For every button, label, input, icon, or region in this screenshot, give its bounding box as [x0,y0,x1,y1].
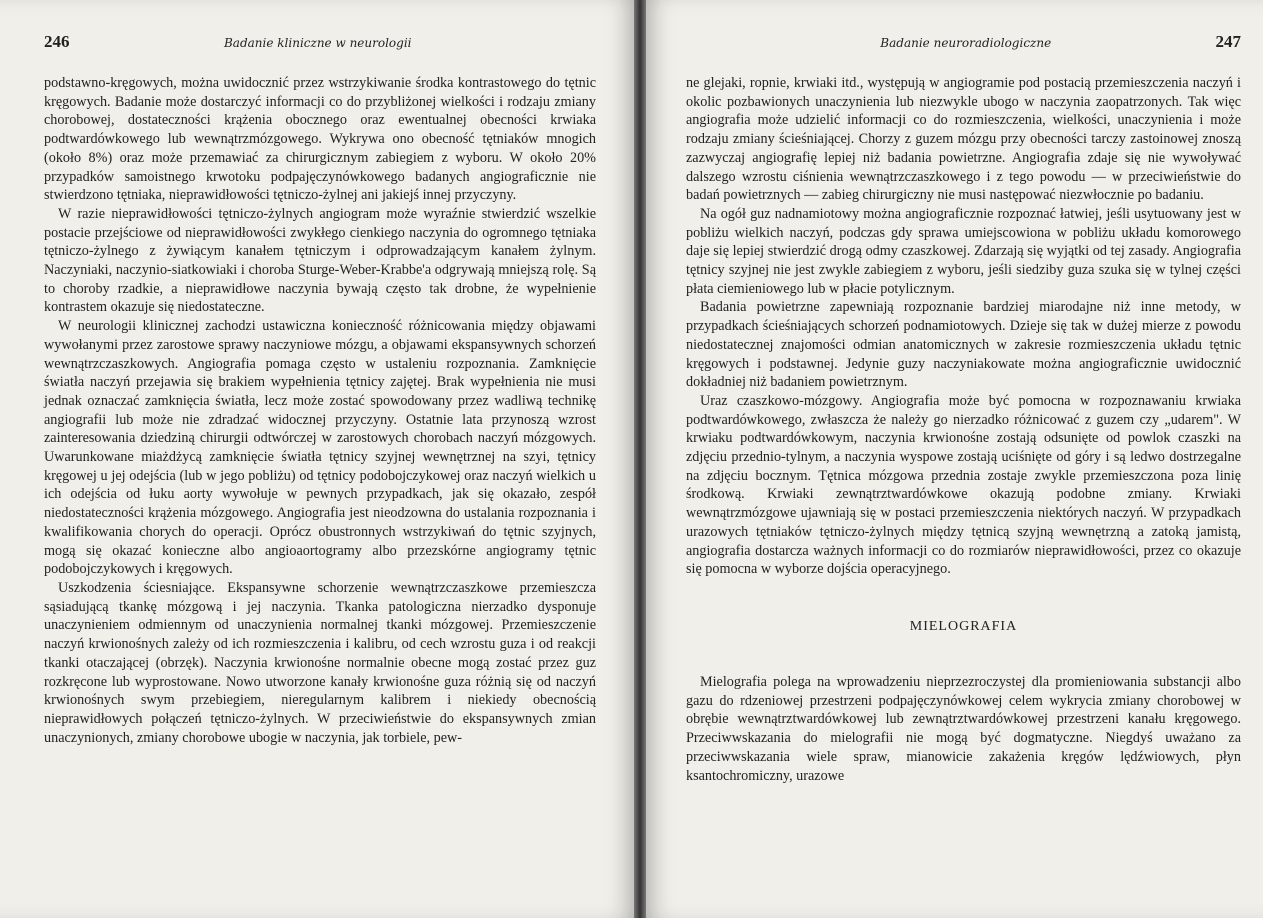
left-running-title: Badanie kliniczne w neurologii [223,36,412,50]
paragraph: Uraz czaszkowo-mózgowy. Angiografia może być pomocna w rozpoznawaniu krwiaka podtwardówkowego, zwłaszcza że należy go nierzadko różnicować z guzem czy „udarem". W krwiaku podtwardówkowym, naczynia krwionośne zostają odsunięte od powlok czaszki na zdjęciu przednio-tylnym, a naczynia wyspowe zostają uciśnięte od góry i są ledwo dostrzegalne na zdjęciu bocznym. Tętnica mózgowa przednia zostaje zwykle przemieszczona poza linię środkową. Krwiaki zewnątrztwardówkowe okazują podobne zmiany. Krwiaki wewnątrzmózgowe ujawniają się w postaci przemieszczenia niektórych naczyń. W przypadkach urazowych tętniaków tętniczo-żylnych między tętnicą szyjną wewnętrzną a zatoką jamistą, angiografia dostarcza ważnych informacji co do rozmiarów nieprawidłowości, przez co okazuje się pomocna w wyborze dojścia operacyjnego. [686,392,1241,578]
left-body-text [44,74,596,747]
paragraph: W neurologii klinicznej zachodzi ustawiczna konieczność różnicowania między objawami wywołanymi przez zarostowe sprawy naczyniowe mózgu, a objawami ekspansywnych schorzeń wewnątrzczaszkowych. Angiografia pomaga często w ustaleniu rozpoznania. Zamknięcie światła naczyń przejawia się brakiem wypełnienia tętnicy zajętej. Brak wypełnienia nie musi jednak oznaczać zamknięcia światła, lecz może zostać spowodowany przez wadliwą technikę angiografii lub może nie zdradzać widocznej przyczyny. Ostatnie lata przynoszą wzrost zainteresowania dziedziną chirurgii odtwórczej w zarostowych chorobach naczyń mózgowych. Uwarunkowane miażdżycą zamknięcie światła tętnicy szyjnej wewnętrznej na szyi, tętnicy kręgowej u jej odejścia (lub w jego pobliżu) od tętnicy podobojczykowej oraz naczyń wielkich u ich odejścia od łuku aorty wywołuje w pewnych przypadkach, jak się okazało, zespół niedostateczności krążenia mózgowego. Angiografia jest nieodzowna do ustalania rozpoznania i kwalifikowania chorych do operacji. Oprócz obustronnych wstrzykiwań do tętnic szyjnych, mogą się okazać konieczne albo angioaortogramy albo przezskórne angiogramy tętnic podobojczykowych i kręgowych. [44,318,596,578]
paragraph: Na ogół guz nadnamiotowy można angiograficznie rozpoznać łatwiej, jeśli usytuowany jest w pobliżu wielkich naczyń, podczas gdy sprawa umiejscowiona w pobliżu układu komorowego daje się lepiej stwierdzić drogą odmy czaszkowej. Zdarzają się wyjątki od tej zasady. Angiografia tętnicy szyjnej nie jest zwykle zabiegiem z wyboru, jeśli siedziby guza szuka się w tylnej części płata ciemieniowego lub w płacie potylicznym. [686,205,1241,297]
left-page-number: 246 [44,32,70,51]
paragraph: Uszkodzenia ściesniające. Ekspansywne schorzenie wewnątrzczaszkowe przemieszcza sąsiadującą tkankę mózgową i jej naczynia. Tkanka patologiczna nierzadko dysponuje unaczynieniem odmiennym od unaczynienia normalnej tkanki mózgowej. Przemieszczenie naczyń krwionośnych zależy od ich rozmieszczenia i kalibru, od cech wzrostu guza i od reakcji tkanki otaczającej (obrzęk). Naczynia krwionośne normalnie obecne mogą zostać przez guz rozkręcone lub wyprostowane. Nowo utworzone kanały krwionośne guza różnią się od naczyń krwionośnych swym przebiegiem, nieregularnym kalibrem i niekiedy obecnością nieprawidłowych połączeń tętniczo-żylnych. W przeciwieństwie do ekspansywnych zmian unaczynionych, zmiany chorobowe ubogie w naczynia, jak torbiele, pew- [44,579,596,746]
section-heading: MIELOGRAFIA [909,618,1018,634]
paragraph: W razie nieprawidłowości tętniczo-żylnych angiogram może wyraźnie stwierdzić wszelkie postacie przejściowe od nieprawidłowości zwykłego cienkiego naczynia do ogromnego tętniaka tętniczo-żylnego z żywiącym kanałem tętniczym i odprowadzającym kanałem żylnym. Naczyniaki, naczynio-siatkowiaki i choroba Sturge-Weber-Krabbe'a odgrywają mniejszą rolę. Są to choroby rzadkie, a nieprawidłowe naczynia bywają często tak drobne, że wypełnienie kontrastem okazuje się niedostateczne. [44,205,596,316]
paragraph: Badania powietrzne zapewniają rozpoznanie bardziej miarodajne niż inne metody, w przypadkach ścieśniających schorzeń podnamiotowych. Dzieje się tak w dużej mierze z powodu niedostatecznej znajomości odmian anatomicznych w zakresie rozmieszczenia układu tętnic kręgowych i podstawnej. Jedynie guzy naczyniakowate można angiograficznie uwidocznić dokładniej niż badaniem powietrznym. [686,299,1241,391]
paragraph: ne glejaki, ropnie, krwiaki itd., występują w angiogramie pod postacią przemieszczenia naczyń i okolic pozbawionych unaczynienia lub niezwykle ubogo w naczynia zaopatrzonych. Tak więc angiografia może udzielić informacji co do rozmieszczenia, wielkości, unaczynienia i może rodzaju zmiany ścieśniającej. Chorzy z guzem mózgu przy obecności tarczy zastoinowej znoszą zazwyczaj angiografię lepiej niż badania powietrzne. Angiografia zdaje się nie wywoływać dalszego wzrostu ciśnienia wewnątrzczaszkowego i z tego powodu — w przeciwieństwie do badań powietrznych — zabieg chirurgiczny nie musi następować niezwłocznie po badaniu. [686,75,1241,204]
paragraph: Mielografia polega na wprowadzeniu nieprzezroczystej dla promieniowania substancji albo gazu do rdzeniowej przestrzeni podpajęczynówkowej celem wykrycia zmiany chorobowej w obrębie wewnątrztwardówkowej lub zewnątrztwardówkowej przestrzeni kanału kręgowego. Przeciwwskazania do mielografii nie mogą być dogmatyczne. Niegdyś uważano za przeciwwskazania wiele spraw, mianowicie zakażenia kręgów lędźwiowych, płyn ksantochromiczny, urazowe [686,673,1241,784]
left-running-head [44,32,596,52]
right-page-number: 247 [1215,32,1241,51]
right-body-text [686,74,1241,785]
right-running-title: Badanie neuroradiologiczne [880,36,1052,50]
paragraph: podstawno-kręgowych, można uwidocznić przez wstrzykiwanie środka kontrastowego do tętnic kręgowych. Badanie może dostarczyć informacji co do przybliżonej wielkości i rodzaju zmiany chorobowej, dostateczności krążenia obocznego oraz ewentualnej obecności krwiaka podtwardówkowego lub wewnątrzmózgowego. Wykrywa ono obecność tętniaków mnogich (około 8%) oraz może przemawiać za chirurgicznym zabiegiem z wyboru. W około 20% przypadków samoistnego krwotoku podpajęczynówkowego badanych angiograficznie nie stwierdzono tętniaka, nieprawidłowości tętniczo-żylnej ani jakiejś innej przyczyny. [44,75,596,204]
book-gutter [634,0,646,918]
right-running-head [686,32,1241,52]
right-page [640,0,1263,918]
